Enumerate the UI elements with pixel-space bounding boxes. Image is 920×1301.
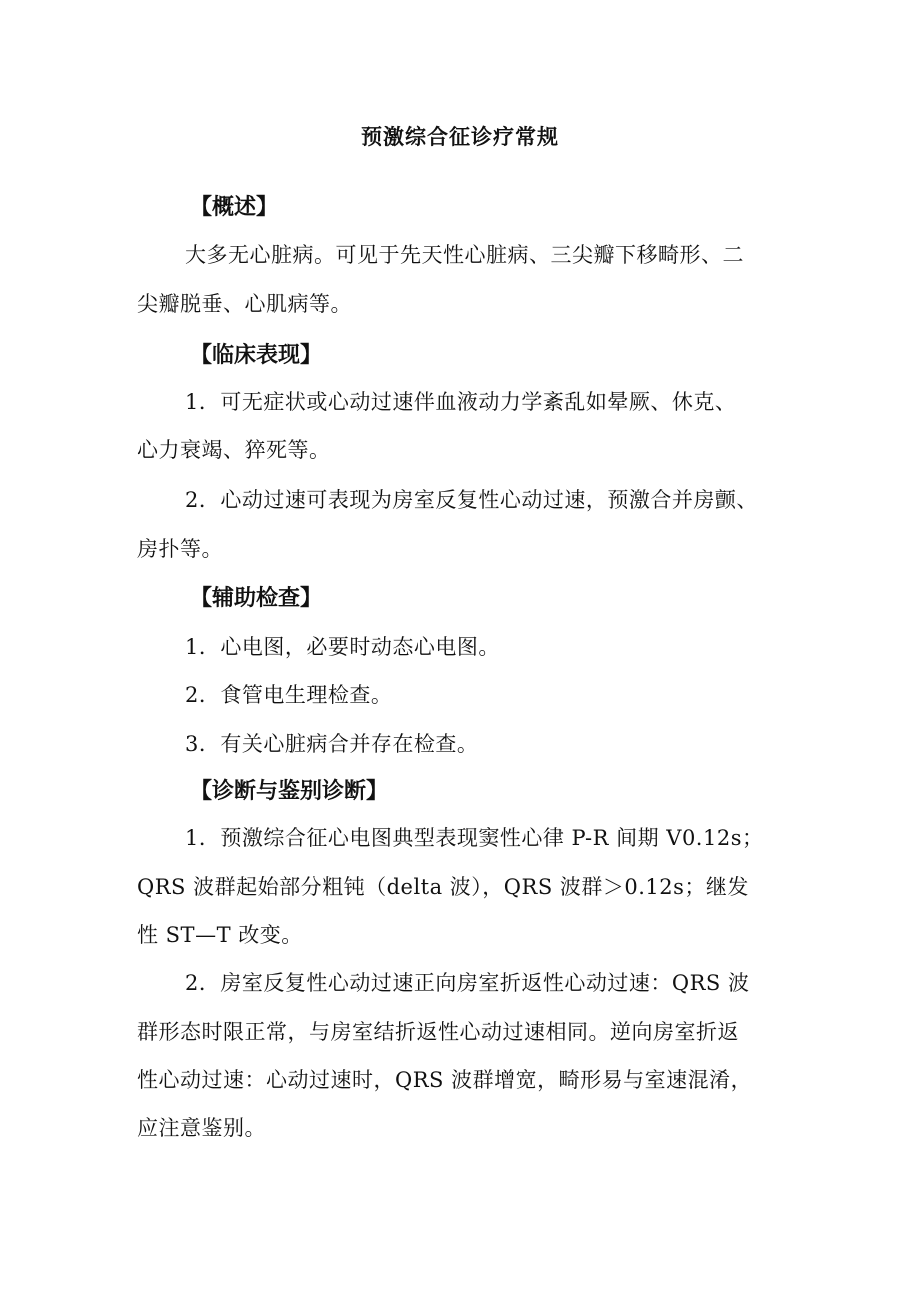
- paragraph-line: 性 ST—T 改变。: [137, 923, 303, 947]
- paragraph-line: 心力衰竭、猝死等。: [137, 438, 331, 462]
- paragraph-line: 尖瓣脱垂、心肌病等。: [137, 292, 352, 316]
- paragraph-line: 应注意鉴别。: [137, 1116, 266, 1140]
- paragraph-line: 2．房室反复性心动过速正向房室折返性心动过速：QRS 波: [185, 971, 750, 995]
- paragraph-line: 1．预激综合征心电图典型表现窦性心律 P-R 间期 V0.12s；: [185, 826, 764, 850]
- section-heading-clinical: 【临床表现】: [190, 342, 323, 368]
- section-heading-overview: 【概述】: [190, 194, 279, 220]
- paragraph-line: 房扑等。: [137, 537, 223, 561]
- paragraph-line: 2．心动过速可表现为房室反复性心动过速，预激合并房颤、: [185, 488, 758, 512]
- section-heading-exams: 【辅助检查】: [190, 585, 323, 611]
- section-heading-diagnosis: 【诊断与鉴别诊断】: [190, 778, 389, 804]
- paragraph-line: QRS 波群起始部分粗钝（delta 波），QRS 波群＞0.12s；继发: [137, 875, 749, 899]
- paragraph-line: 大多无心脏病。可见于先天性心脏病、三尖瓣下移畸形、二: [185, 243, 744, 267]
- paragraph-line: 性心动过速：心动过速时，QRS 波群增宽，畸形易与室速混淆，: [137, 1068, 753, 1092]
- paragraph-line: 1．可无症状或心动过速伴血液动力学紊乱如晕厥、休克、: [185, 390, 737, 414]
- paragraph-line: 1．心电图，必要时动态心电图。: [185, 635, 500, 659]
- paragraph-line: 群形态时限正常，与房室结折返性心动过速相同。逆向房室折返: [137, 1020, 739, 1044]
- paragraph-line: 2．食管电生理检查。: [185, 683, 393, 707]
- document-title: 预激综合征诊疗常规: [361, 124, 559, 149]
- paragraph-line: 3．有关心脏病合并存在检查。: [185, 732, 479, 756]
